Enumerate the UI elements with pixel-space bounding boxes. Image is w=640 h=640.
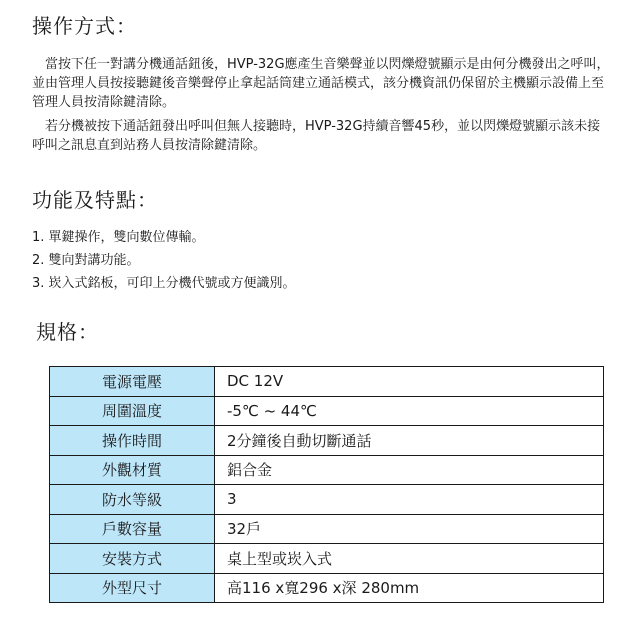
spec-table: [49, 366, 604, 603]
feature-item-2: 2. 雙向對講功能。: [32, 253, 140, 268]
operation-title: 操作方式：: [32, 14, 137, 38]
spec-key: 外型尺寸: [50, 573, 215, 603]
spec-key: 防水等級: [50, 485, 215, 515]
spec-row-temperature: [50, 396, 604, 426]
spec-key: 戶數容量: [50, 514, 215, 544]
features-title: 功能及特點：: [32, 188, 158, 212]
spec-row-waterproof: [50, 485, 604, 515]
spec-row-operation-time: [50, 426, 604, 456]
feature-item-3: 3. 崁入式銘板，可印上分機代號或方便識別。: [32, 276, 296, 291]
spec-value: 鋁合金: [215, 455, 604, 485]
spec-value: 3: [215, 485, 604, 515]
features-list: [32, 226, 296, 295]
spec-row-capacity: [50, 514, 604, 544]
spec-key: 操作時間: [50, 426, 215, 456]
spec-key: 周圍溫度: [50, 396, 215, 426]
specs-title: 規格：: [36, 320, 99, 344]
spec-value: 2分鐘後自動切斷通話: [215, 426, 604, 456]
spec-value: 高116 x寬296 x深 280mm: [215, 573, 604, 603]
feature-item-1: 1. 單鍵操作，雙向數位傳輸。: [32, 230, 205, 245]
spec-value: DC 12V: [215, 367, 604, 397]
spec-value: -5℃ ~ 44℃: [215, 396, 604, 426]
spec-value: 32戶: [215, 514, 604, 544]
spec-value: 桌上型或崁入式: [215, 544, 604, 574]
operation-paragraph-1: 當按下任一對講分機通話鈕後，HVP-32G應產生音樂聲並以閃爍燈號顯示是由何分機發出之呼叫，並由管理人員按接聽鍵後音樂聲停止拿起話筒建立通話模式，該分機資訊仍保留於主機顯示設備上至管理人員按清除鍵清除。: [32, 57, 610, 110]
spec-row-material: [50, 455, 604, 485]
spec-row-power: [50, 367, 604, 397]
operation-paragraph-2: 若分機被按下通話鈕發出呼叫但無人接聽時，HVP-32G持續音響45秒，並以閃爍燈號顯示該未接呼叫之訊息直到站務人員按清除鍵清除。: [32, 119, 601, 153]
spec-row-installation: [50, 544, 604, 574]
spec-key: 外觀材質: [50, 455, 215, 485]
spec-key: 電源電壓: [50, 367, 215, 397]
spec-key: 安裝方式: [50, 544, 215, 574]
spec-row-dimensions: [50, 573, 604, 603]
